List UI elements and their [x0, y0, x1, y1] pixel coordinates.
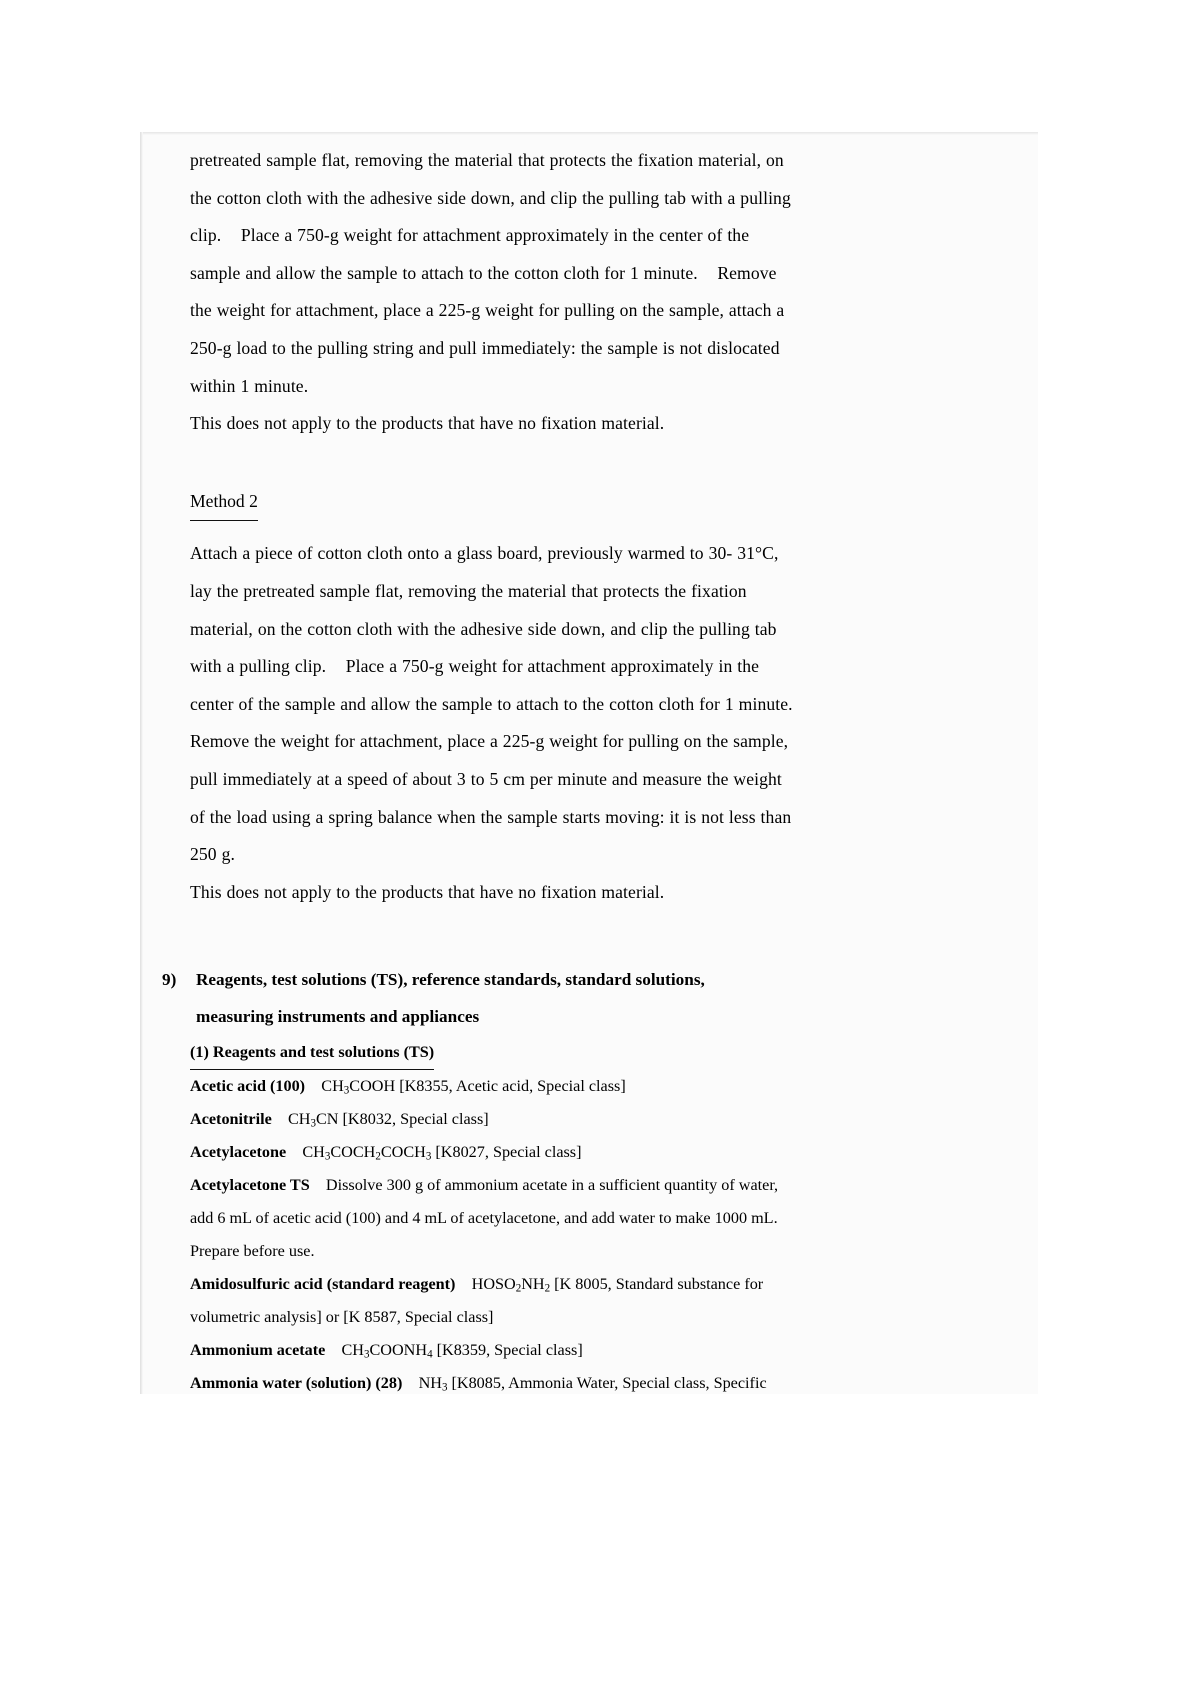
section-title-line: measuring instruments and appliances — [196, 1007, 480, 1027]
reagent-description: [K8359, Special class] — [432, 1340, 583, 1359]
scan-edge-top — [140, 132, 1038, 135]
paragraph-line: center of the sample and allow the sample to attach to the cotton cloth for 1 minute. — [190, 693, 793, 714]
paragraph-line: pretreated sample flat, removing the material that protects the fixation material, on — [190, 150, 784, 170]
reagent-separator — [455, 1275, 471, 1293]
note-no-fixation-material-2 — [190, 874, 950, 912]
reagent-formula: $CH_3COONH_4$ — [341, 1340, 433, 1361]
reagent-separator — [402, 1374, 418, 1392]
method-2-heading: Method 2 — [190, 483, 258, 522]
method-2-heading-row — [190, 483, 950, 522]
reagent-entry — [190, 1070, 950, 1103]
paragraph-line: with a pulling clip. Place a 750-g weight for attachment approximately in the — [190, 656, 760, 677]
reagent-description: Dissolve 300 g of ammonium acetate in a sufficient quantity of water, — [325, 1175, 779, 1194]
reagent-description: [K 8005, Standard substance for — [550, 1274, 764, 1293]
paragraph-line: sample and allow the sample to attach to the cotton cloth for 1 minute. Remove — [190, 262, 777, 283]
reagent-formula: $HOSO_2NH_2$ — [471, 1274, 551, 1295]
reagent-continuation-line: Prepare before use. — [190, 1241, 315, 1260]
reagent-description: [K8027, Special class] — [431, 1142, 582, 1161]
reagent-name: Ammonium acetate — [190, 1340, 326, 1359]
reagent-description: [K8085, Ammonia Water, Special class, Specific — [447, 1373, 767, 1392]
spacer — [190, 443, 950, 483]
paragraph-line: 250 g. — [190, 844, 235, 865]
paragraph-method1-continued — [190, 142, 950, 405]
spacer — [190, 911, 950, 961]
paragraph-line: of the load using a spring balance when the sample starts moving: it is not less than — [190, 806, 792, 827]
reagent-separator — [325, 1341, 341, 1359]
reagent-separator — [272, 1110, 288, 1128]
paragraph-line: material, on the cotton cloth with the adhesive side down, and clip the pulling tab — [190, 618, 777, 639]
reagent-continuation-line: volumetric analysis] or [K 8587, Special class] — [190, 1307, 494, 1326]
section-title — [196, 961, 705, 1035]
reagent-separator — [305, 1077, 321, 1095]
reagent-entry — [190, 1136, 950, 1169]
note-no-fixation-material-1 — [190, 405, 950, 443]
section-number: 9) — [162, 970, 177, 990]
note-line: This does not apply to the products that have no fixation material. — [190, 413, 665, 434]
paragraph-method2-body — [190, 535, 950, 873]
reagent-entry-list — [190, 1070, 950, 1400]
reagent-formula: $CH_3COCH_2COCH_3$ — [302, 1142, 432, 1163]
reagent-entry — [190, 1169, 950, 1202]
reagent-name: Acetic acid (100) — [190, 1076, 306, 1095]
note-line: This does not apply to the products that have no fixation material. — [190, 881, 665, 902]
reagent-formula: $CH_3COOH$ — [321, 1076, 396, 1097]
reagent-name: Acetonitrile — [190, 1109, 272, 1128]
document-text-column — [162, 142, 950, 1400]
paragraph-line: pull immediately at a speed of about 3 to 5 cm per minute and measure the weight — [190, 768, 782, 789]
reagent-continuation-line: add 6 mL of acetic acid (100) and 4 mL of acetylacetone, and add water to make 1000 mL. — [190, 1208, 778, 1227]
spacer — [190, 521, 950, 535]
paragraph-line: the weight for attachment, place a 225-g weight for pulling on the sample, attach a — [190, 300, 785, 321]
reagent-formula: $CH_3CN$ — [288, 1109, 339, 1130]
reagent-entry — [190, 1367, 950, 1400]
paragraph-line: 250-g load to the pulling string and pull immediately: the sample is not dislocated — [190, 337, 780, 358]
reagent-separator — [286, 1143, 302, 1161]
reagent-description: [K8032, Special class] — [338, 1109, 489, 1128]
paragraph-line: clip. Place a 750-g weight for attachment approximately in the center of the — [190, 225, 750, 246]
paragraph-line: Remove the weight for attachment, place a 225-g weight for pulling on the sample, — [190, 731, 789, 752]
scan-edge-left — [140, 132, 143, 1394]
section-title-line: Reagents, test solutions (TS), reference standards, standard solutions, — [196, 970, 705, 990]
reagent-entry — [190, 1268, 950, 1301]
reagent-formula: $NH_3$ — [418, 1373, 448, 1394]
reagent-description: [K8355, Acetic acid, Special class] — [395, 1076, 626, 1095]
paragraph-line: the cotton cloth with the adhesive side down, and clip the pulling tab with a pulling — [190, 187, 791, 208]
subsection-1-heading: (1) Reagents and test solutions (TS) — [190, 1036, 434, 1070]
reagent-entry — [190, 1334, 950, 1367]
reagent-name: Amidosulfuric acid (standard reagent) — [190, 1274, 456, 1293]
reagent-name: Acetylacetone TS — [190, 1175, 310, 1194]
paragraph-line: Attach a piece of cotton cloth onto a glass board, previously warmed to 30- 31°C, — [190, 543, 779, 564]
reagent-entry — [190, 1103, 950, 1136]
reagent-name: Acetylacetone — [190, 1142, 287, 1161]
section-9-heading — [162, 961, 950, 1035]
paragraph-line: within 1 minute. — [190, 375, 309, 396]
reagent-name: Ammonia water (solution) (28) — [190, 1373, 403, 1392]
paragraph-line: lay the pretreated sample flat, removing the material that protects the fixation — [190, 580, 747, 601]
reagent-separator — [310, 1176, 326, 1194]
subsection-1-heading-row — [190, 1036, 950, 1070]
